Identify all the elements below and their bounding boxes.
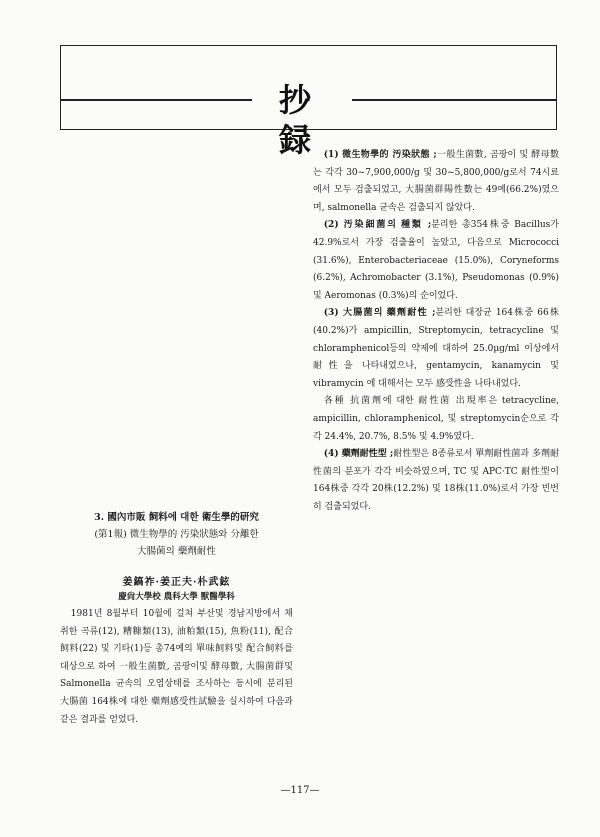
result-paragraph-3 — [313, 305, 559, 393]
page-number: —117— — [280, 785, 320, 796]
result-text-3: 분리한 대장균 164株중 66株(40.2%)가 ampicillin, Streptomycin, tetracycline 및 chloramphenicol등의 약제에 대하여 25.0μg/ml 이상에서 耐性을 나타내었으나, gentamycin, kanamycin 및 vibramycin 에 대해서는 모두 感受性을 나타내었다. — [313, 308, 559, 389]
result-paragraph-2 — [313, 217, 559, 305]
abstract-text: 1981년 8월부터 10월에 걸쳐 부산및 경남지방에서 채취한 곡류(12), 糟糠類(13), 油粕類(15), 魚粉(11), 配合飼料(22) 및 기타(1)등 총74예의 單味飼料및 配合飼料를 대상으로 하여 一般生菌數, 곰팡이및 酵母數, 大腸菌群및 Salmonella 균속의 오염상태를 조사하는 동시에 분리된 大腸菌 164株에 대한 藥劑感受性試驗을 실시하여 다음과 같은 결과를 얻었다. — [60, 609, 293, 725]
article-title-block — [60, 509, 293, 560]
section-title: 抄 録 — [252, 80, 352, 120]
article-title-line-3: 大腸菌의 藥劑耐性 — [137, 546, 216, 557]
result-paragraph-5 — [313, 446, 559, 516]
result-label-5: (4) 藥劑耐性型 ; — [323, 449, 394, 460]
article-title-line-1: 3. 國內市販 飼料에 대한 衛生學的研究 — [94, 512, 259, 523]
article-title-line-2: (第1報) 微生物學的 汚染狀態와 分離한 — [94, 529, 259, 540]
result-text-2: 분리한 총354株중 Bacillus가 42.9%로서 가장 검출율이 높았고, 다음으로 Micrococci (31.6%), Enterobacteriaceae (15.0%), Coryneforms (6.2%), Achromobacter (3.1%), Pseudomonas (0.9%) 및 Aeromonas (0.3%)의 순이었다. — [313, 220, 559, 301]
result-text-1: 一般生菌數, 곰팡이 및 酵母數는 각각 30~7,900,000/g 및 30~5,800,000/g로서 74시료에서 모두 검출되었고, 大腸菌群陽性數는 49예(66.2%)였으며, salmonella 균속은 검출되지 않았다. — [313, 150, 559, 213]
result-text-4: 各種 抗菌劑에 대한 耐性菌 出現率은 tetracycline, ampicillin, chloramphenicol, 및 streptomycin순으로 각각 24.4%, 20.7%, 8.5% 및 4.9%였다. — [313, 396, 559, 442]
author-block — [60, 575, 293, 604]
result-label-3: (3) 大腸菌의 藥劑耐性 ; — [323, 308, 436, 319]
result-label-2: (2) 汚染細菌의 種類 ; — [323, 220, 432, 231]
result-text-5: 耐性型은 8종류로서 單劑耐性菌과 多劑耐性菌의 분포가 각각 비슷하였으며, TC 및 APC·TC 耐性型이 164株중 각각 20株(12.2%) 및 18株(11.0%)로서 가장 빈번히 검출되었다. — [313, 449, 559, 512]
result-paragraph-4 — [313, 393, 559, 446]
result-paragraph-1 — [313, 147, 559, 217]
result-label-1: (1) 微生物學的 汚染狀態 ; — [323, 150, 437, 160]
author-names: 姜鎬祚·姜正夫·朴武鉉 — [122, 577, 231, 588]
abstract-column — [60, 606, 293, 729]
results-column — [313, 147, 559, 516]
author-affiliation: 慶尙大學校 農科大學 獸醫學科 — [118, 592, 235, 602]
